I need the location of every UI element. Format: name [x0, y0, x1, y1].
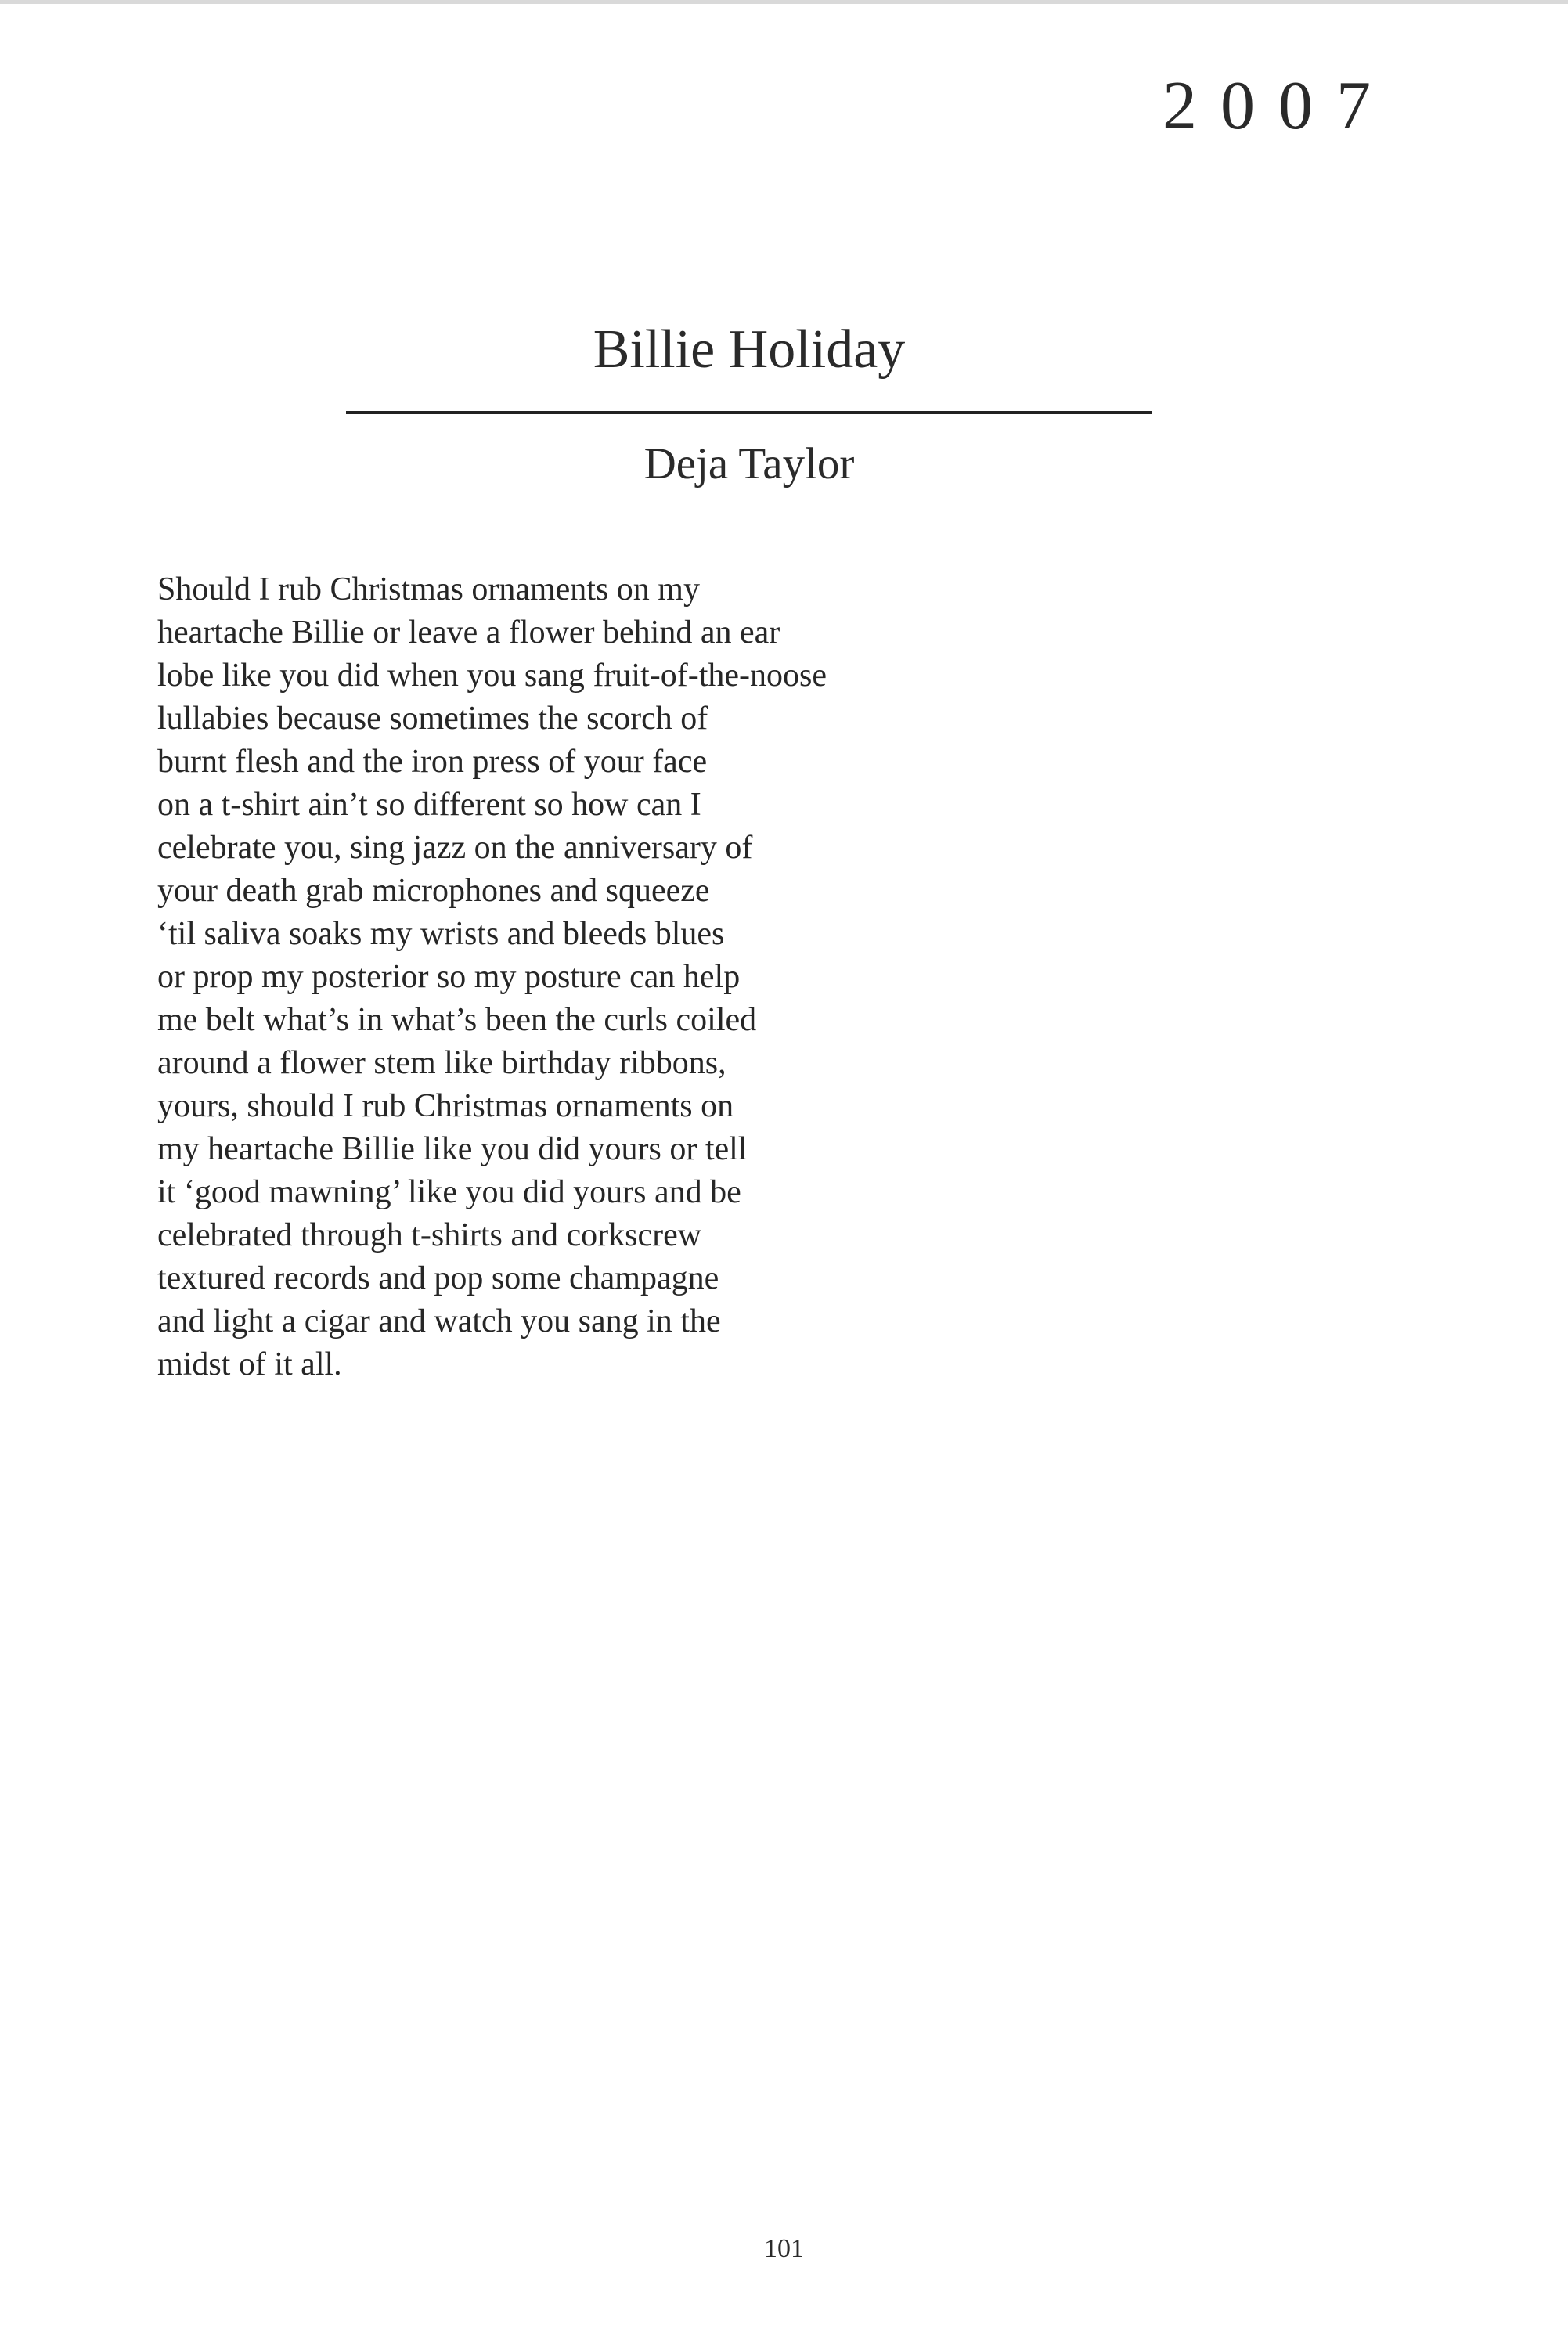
- title-divider: [346, 411, 1152, 414]
- poem-line: it ‘good mawning’ like you did yours and be: [157, 1174, 741, 1210]
- poem-line: on a t-shirt ain’t so different so how can I: [157, 787, 701, 823]
- page-top-edge: [0, 0, 1568, 4]
- poem-line: and light a cigar and watch you sang in the: [157, 1303, 721, 1339]
- poem-line: lullabies because sometimes the scorch of: [157, 701, 708, 737]
- poem-line: my heartache Billie like you did yours or tell: [157, 1131, 748, 1167]
- poem-line: yours, should I rub Christmas ornaments on: [157, 1088, 734, 1124]
- poem-line: textured records and pop some champagne: [157, 1260, 719, 1296]
- poem-author: Deja Taylor: [643, 439, 855, 488]
- poem-line: me belt what’s in what’s been the curls coiled: [157, 1002, 757, 1038]
- poem-line: celebrated through t-shirts and corkscrew: [157, 1217, 702, 1253]
- poem-title: Billie Holiday: [593, 319, 906, 380]
- poem-line: around a flower stem like birthday ribbons,: [157, 1045, 726, 1081]
- poem-body: [157, 568, 940, 1386]
- poem-line: Should I rub Christmas ornaments on my: [157, 571, 700, 607]
- page-number: 101: [764, 2234, 804, 2263]
- poem-line: burnt flesh and the iron press of your face: [157, 744, 708, 780]
- section-year: 2007: [1162, 68, 1394, 144]
- poem-line: lobe like you did when you sang fruit-of-the-noose: [157, 658, 827, 694]
- poem-line: ‘til saliva soaks my wrists and bleeds blues: [157, 916, 725, 952]
- poem-line: or prop my posterior so my posture can help: [157, 959, 741, 995]
- poem-line: midst of it all.: [157, 1346, 342, 1382]
- poem-line: celebrate you, sing jazz on the anniversary of: [157, 830, 753, 866]
- poem-line: your death grab microphones and squeeze: [157, 873, 710, 909]
- poem-line: heartache Billie or leave a flower behind an ear: [157, 615, 780, 651]
